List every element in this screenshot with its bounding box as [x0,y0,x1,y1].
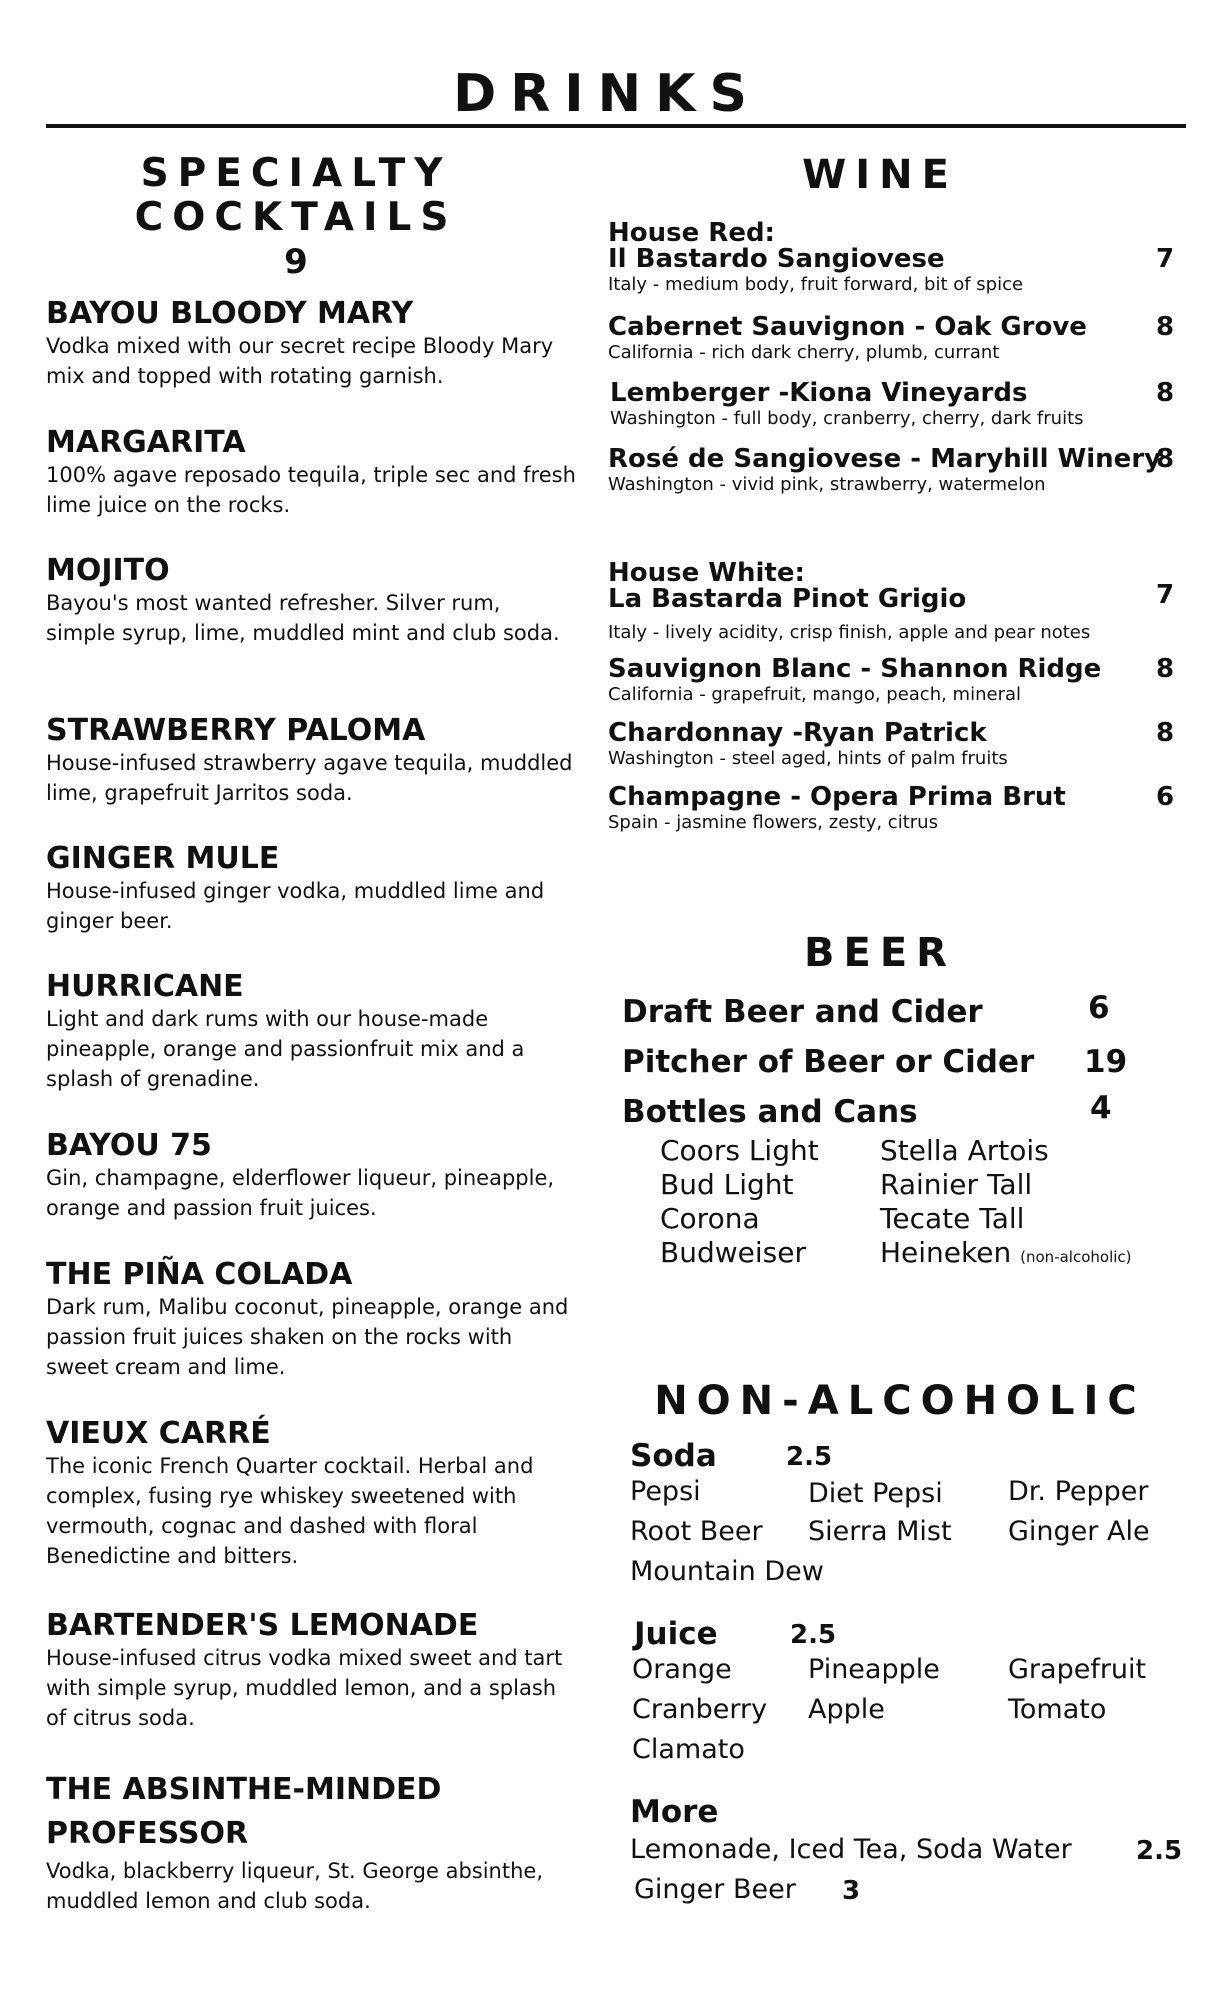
beer-heading: BEER [804,930,956,976]
wine-item [608,782,1066,833]
cocktail-desc: House-infused citrus vodka mixed sweet and tart with simple syrup, muddled lemon, and a splash of citrus soda. [46,1646,563,1730]
cocktail-item [46,969,576,1094]
cocktail-name: STRAWBERRY PALOMA [46,713,426,748]
wine-price: 8 [1156,312,1175,342]
wine-desc: California - grapefruit, mango, peach, mineral [608,684,1021,705]
wine-heading: WINE [802,152,958,198]
bottle-item: Stella Artois [880,1134,1049,1167]
juice-item: Pineapple [808,1654,940,1685]
title-divider [46,124,1186,128]
cocktail-item [46,1608,576,1733]
non-alcoholic-heading: NON-ALCOHOLIC [654,1378,1146,1424]
soda-label: Soda [630,1438,717,1474]
cocktail-name: BAYOU BLOODY MARY [46,296,414,331]
bottle-item: Bud Light [660,1168,794,1201]
cocktail-name: VIEUX CARRÉ [46,1416,271,1451]
cocktail-item [46,296,576,391]
soda-item: Diet Pepsi [808,1478,943,1509]
juice-item: Grapefruit [1008,1654,1147,1685]
wine-price: 8 [1156,654,1175,684]
cocktail-desc: Vodka mixed with our secret recipe Bloody Mary mix and topped with rotating garnish. [46,334,554,388]
wine-name: Sauvignon Blanc - Shannon Ridge [608,654,1102,684]
cocktail-item [46,425,576,520]
bottle-item: Coors Light [660,1134,819,1167]
more-line-1-price: 2.5 [1136,1836,1183,1866]
beer-line-price: 19 [1084,1044,1128,1080]
soda-item: Sierra Mist [808,1516,952,1547]
wine-desc: Italy - medium body, fruit forward, bit of spice [608,274,1024,295]
soda-item: Pepsi [630,1476,701,1507]
wine-item [608,718,1008,769]
cocktail-name: THE ABSINTHE-MINDED PROFESSOR [46,1772,442,1851]
bottles-right-list [880,1134,1132,1274]
wine-name: Champagne - Opera Prima Brut [608,782,1066,812]
bottle-item: Rainier Tall [880,1168,1033,1201]
wine-price: 8 [1156,444,1175,474]
juice-item: Clamato [632,1734,745,1765]
beer-line-name: Draft Beer and Cider [622,994,983,1030]
cocktail-item [46,1768,586,1916]
wine-desc: Spain - jasmine flowers, zesty, citrus [608,812,938,833]
wine-desc: Washington - full body, cranberry, cherry, dark fruits [610,408,1084,429]
cocktail-item [46,1128,576,1223]
more-label: More [630,1794,719,1830]
cocktail-desc: The iconic French Quarter cocktail. Herbal and complex, fusing rye whiskey sweetened with vermouth, cognac and dashed with floral Benedictine and bitters. [46,1454,534,1568]
wine-name: Cabernet Sauvignon - Oak Grove [608,312,1087,342]
juice-label: Juice [634,1616,718,1652]
wine-desc: Washington - vivid pink, strawberry, watermelon [608,474,1046,495]
cocktail-name: GINGER MULE [46,841,280,876]
more-line-2-price: 3 [842,1876,861,1906]
cocktail-item [46,1416,576,1571]
wine-item [608,654,1101,705]
cocktail-item [46,1257,576,1382]
wine-desc: Washington - steel aged, hints of palm fruits [608,748,1008,769]
wine-name: Lemberger -Kiona Vineyards [610,378,1028,408]
cocktail-desc: Vodka, blackberry liqueur, St. George absinthe, muddled lemon and club soda. [46,1859,544,1913]
wine-price: 8 [1156,378,1175,408]
soda-price: 2.5 [786,1442,833,1472]
beer-line-price: 4 [1090,1090,1112,1126]
menu-title: DRINKS [453,64,761,124]
wine-desc: Italy - lively acidity, crisp finish, apple and pear notes [608,622,1091,643]
non-alcoholic-note: (non-alcoholic) [1020,1248,1132,1266]
juice-item: Orange [632,1654,732,1685]
wine-item [608,444,1161,495]
wine-item [608,584,1090,643]
house-red-label: House Red: [608,218,775,248]
cocktail-item [46,841,576,936]
bottle-item: Tecate Tall [880,1202,1025,1235]
cocktail-desc: House-infused ginger vodka, muddled lime and ginger beer. [46,879,545,933]
bottle-item [880,1236,1132,1274]
more-line-2: Ginger Beer [634,1874,796,1905]
wine-item [610,378,1084,429]
cocktail-desc: House-infused strawberry agave tequila, muddled lime, grapefruit Jarritos soda. [46,751,573,805]
cocktails-price: 9 [284,242,308,282]
wine-item [608,312,1087,363]
cocktail-item [46,553,576,648]
cocktail-name: MOJITO [46,553,170,588]
juice-item: Tomato [1008,1694,1107,1725]
juice-item: Cranberry [632,1694,768,1725]
wine-name: Chardonnay -Ryan Patrick [608,718,987,748]
bottle-item: Corona [660,1202,760,1235]
juice-item: Apple [808,1694,885,1725]
cocktail-desc: Light and dark rums with our house-made pineapple, orange and passionfruit mix and a splash of grenadine. [46,1007,525,1091]
cocktail-name: BAYOU 75 [46,1128,212,1163]
cocktails-heading: SPECIALTY COCKTAILS [134,151,458,240]
cocktail-desc: 100% agave reposado tequila, triple sec and fresh lime juice on the rocks. [46,463,576,517]
more-line-1: Lemonade, Iced Tea, Soda Water [630,1834,1072,1865]
beer-line-price: 6 [1088,990,1110,1026]
wine-item [608,244,1023,295]
cocktail-item [46,713,576,808]
cocktail-name: THE PIÑA COLADA [46,1257,353,1292]
wine-name: La Bastarda Pinot Grigio [608,584,967,614]
wine-price: 8 [1156,718,1175,748]
cocktail-name: BARTENDER'S LEMONADE [46,1608,479,1643]
cocktail-desc: Gin, champagne, elderflower liqueur, pineapple, orange and passion fruit juices. [46,1166,555,1220]
bottle-item: Budweiser [660,1236,806,1269]
beer-line-name: Bottles and Cans [622,1094,918,1130]
beer-line-name: Pitcher of Beer or Cider [622,1044,1035,1080]
soda-item: Root Beer [630,1516,763,1547]
cocktail-name: MARGARITA [46,425,246,460]
wine-price: 7 [1156,580,1175,610]
wine-desc: California - rich dark cherry, plumb, currant [608,342,1000,363]
soda-item: Ginger Ale [1008,1516,1150,1547]
wine-price: 6 [1156,782,1175,812]
soda-item: Dr. Pepper [1008,1476,1149,1507]
wine-name: Rosé de Sangiovese - Maryhill Winery [608,444,1162,474]
wine-price: 7 [1156,244,1175,274]
cocktail-desc: Dark rum, Malibu coconut, pineapple, orange and passion fruit juices shaken on the rocks with sweet cream and lime. [46,1295,569,1379]
soda-item: Mountain Dew [630,1556,824,1587]
bottle-name: Heineken [880,1236,1012,1269]
cocktail-name: HURRICANE [46,969,244,1004]
house-white-label: House White: [608,558,805,588]
cocktail-desc: Bayou's most wanted refresher. Silver rum, simple syrup, lime, muddled mint and club soda. [46,591,560,645]
bottles-left-list [660,1134,819,1270]
wine-name: Il Bastardo Sangiovese [608,244,945,274]
juice-price: 2.5 [790,1620,837,1650]
